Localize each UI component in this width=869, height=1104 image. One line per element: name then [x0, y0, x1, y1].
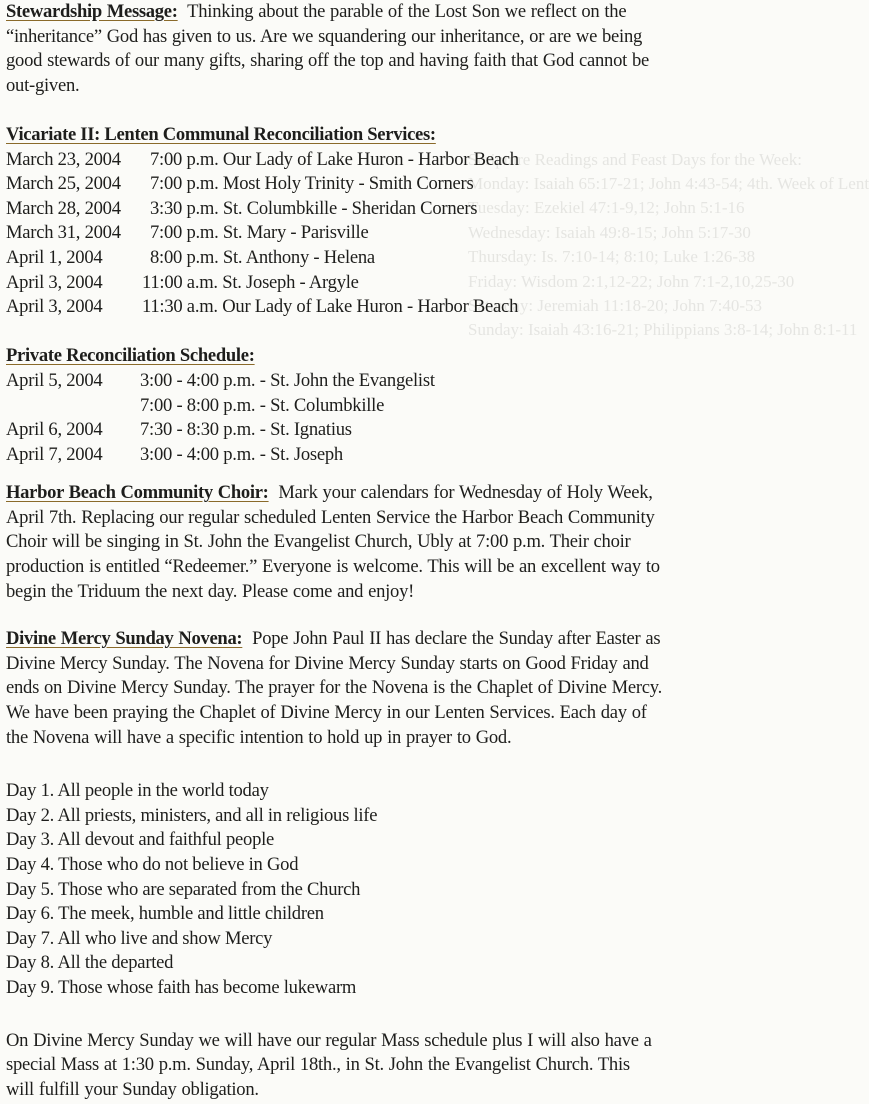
bleed-line: Saturday: Jeremiah 11:18-20; John 7:40-53 — [468, 296, 762, 315]
reconciliation-row: April 6, 2004 7:30 - 8:30 p.m. - St. Ignatius — [6, 418, 748, 443]
divine-mercy-closing-paragraph — [6, 1029, 748, 1103]
novena-line: Divine Mercy Sunday. The Novena for Divine Mercy Sunday starts on Good Friday and — [6, 652, 649, 674]
novena-section — [6, 627, 748, 1102]
service-date: April 3, 2004 — [6, 296, 103, 318]
bleed-line: Monday: Isaiah 65:17-21; John 4:43-54; 4th. Week of Lent — [468, 174, 869, 193]
service-row — [6, 271, 748, 296]
stewardship-line: good stewards of our many gifts, sharing off the top and having faith that God cannot be — [6, 50, 650, 72]
stewardship-line: Thinking about the parable of the Lost Son we reflect on the — [187, 1, 627, 22]
bleed-line: Friday: Wisdom 2:1,12-22; John 7:1-2,10,25-30 — [468, 272, 795, 291]
service-place: St. Mary - Parisville — [222, 222, 369, 244]
novena-day-item: Day 6. The meek, humble and little children — [6, 903, 324, 925]
reconciliation-date: April 5, 2004 — [6, 369, 103, 391]
service-date: April 1, 2004 — [6, 246, 103, 268]
stewardship-paragraph — [6, 0, 748, 98]
service-date: April 3, 2004 — [6, 271, 103, 293]
service-time: 11:00 a.m. — [142, 271, 218, 293]
novena-day-item: Day 9. Those whose faith has become lukewarm — [6, 976, 357, 998]
stewardship-heading: Stewardship Message: — [6, 1, 178, 22]
vicariate-heading: Vicariate II: Lenten Communal Reconciliation Services: — [6, 123, 436, 145]
bleed-line: Scripture Readings and Feast Days for the Week: — [468, 150, 802, 169]
novena-heading: Divine Mercy Sunday Novena: — [6, 628, 243, 650]
private-reconciliation-heading: Private Reconciliation Schedule: — [6, 345, 255, 367]
service-row — [6, 221, 748, 246]
novena-line: ends on Divine Mercy Sunday. The prayer for the Novena is the Chaplet of Divine Mercy. — [6, 677, 663, 699]
reconciliation-time: 3:00 - 4:00 p.m. — [140, 369, 256, 391]
novena-line: the Novena will have a specific intention to hold up in prayer to God. — [6, 726, 512, 748]
choir-line: Choir will be singing in St. John the Evangelist Church, Ubly at 7:00 p.m. Their choir — [6, 531, 631, 553]
service-place: Most Holy Trinity - Smith Corners — [222, 173, 474, 195]
reconciliation-row: April 7, 2004 3:00 - 4:00 p.m. - St. Joseph — [6, 443, 748, 468]
bleed-line: Thursday: Is. 7:10-14; 8:10; Luke 1:26-38 — [468, 247, 756, 266]
choir-line: production is entitled “Redeemer.” Everyone is welcome. This will be an excellent way to — [6, 556, 660, 578]
reconciliation-place: St. Joseph — [270, 443, 343, 465]
reconciliation-place: St. John the Evangelist — [270, 369, 435, 391]
stewardship-line: “inheritance” God has given to us. Are we squandering our inheritance, or are we being — [6, 25, 643, 47]
closing-line: special Mass at 1:30 p.m. Sunday, April 18th., in St. John the Evangelist Church. This — [6, 1054, 630, 1076]
service-row — [6, 246, 748, 271]
novena-days-list — [6, 779, 748, 1000]
novena-line: Pope John Paul II has declare the Sunday after Easter as — [252, 628, 661, 650]
service-date: March 25, 2004 — [6, 173, 121, 195]
novena-line: We have been praying the Chaplet of Divine Mercy in our Lenten Services. Each day of — [6, 702, 647, 724]
choir-paragraph — [6, 481, 748, 604]
closing-line: will fulfill your Sunday obligation. — [6, 1078, 259, 1100]
reconciliation-time: 7:30 - 8:30 p.m. — [140, 419, 256, 441]
service-place: St. Joseph - Argyle — [222, 271, 359, 293]
service-time: 11:30 a.m. — [142, 296, 218, 318]
service-row — [6, 197, 748, 222]
service-time: 8:00 p.m. — [150, 246, 219, 268]
service-place: St. Columbkille - Sheridan Corners — [222, 197, 478, 219]
stewardship-line: out-given. — [6, 74, 80, 96]
novena-day-item: Day 5. Those who are separated from the Church — [6, 878, 361, 900]
novena-day-item: Day 1. All people in the world today — [6, 780, 269, 802]
stewardship-section — [6, 0, 748, 98]
novena-paragraph — [6, 627, 748, 750]
service-time: 3:30 p.m. — [150, 197, 219, 219]
choir-line: April 7th. Replacing our regular scheduled Lenten Service the Harbor Beach Community — [6, 506, 655, 528]
choir-line: Mark your calendars for Wednesday of Holy Week, — [278, 482, 653, 504]
choir-section — [6, 481, 748, 604]
bleed-line: Wednesday: Isaiah 49:8-15; John 5:17-30 — [468, 223, 751, 242]
service-date: March 31, 2004 — [6, 222, 121, 244]
service-row — [6, 295, 748, 320]
novena-day-item: Day 8. All the departed — [6, 952, 174, 974]
choir-heading: Harbor Beach Community Choir: — [6, 482, 269, 504]
bleed-line: Sunday: Isaiah 43:16-21; Philippians 3:8-14; John 8:1-11 — [468, 320, 858, 339]
novena-day-item: Day 7. All who live and show Mercy — [6, 927, 273, 949]
novena-day-item: Day 2. All priests, ministers, and all in religious life — [6, 804, 378, 826]
service-time: 7:00 p.m. — [150, 148, 219, 170]
service-date: March 23, 2004 — [6, 148, 121, 170]
service-row — [6, 172, 748, 197]
bulletin-content — [6, 0, 748, 1102]
service-place: Our Lady of Lake Huron - Harbor Beach — [222, 296, 519, 318]
private-reconciliation-section — [6, 344, 748, 467]
reconciliation-date — [6, 394, 140, 419]
service-place: Our Lady of Lake Huron - Harbor Beach — [222, 148, 519, 170]
reconciliation-place: St. Ignatius — [270, 419, 352, 441]
service-row — [6, 148, 748, 173]
reconciliation-row: April 5, 2004 3:00 - 4:00 p.m. - St. John the Evangelist — [6, 369, 748, 394]
reconciliation-date: April 6, 2004 — [6, 419, 103, 441]
closing-line: On Divine Mercy Sunday we will have our regular Mass schedule plus I will also have a — [6, 1029, 652, 1051]
choir-line: begin the Triduum the next day. Please come and enjoy! — [6, 580, 415, 602]
novena-day-item: Day 4. Those who do not believe in God — [6, 854, 299, 875]
service-time: 7:00 p.m. — [150, 222, 219, 244]
service-date: March 28, 2004 — [6, 197, 121, 219]
service-place: St. Anthony - Helena — [222, 246, 375, 268]
reconciliation-row: 7:00 - 8:00 p.m. - St. Columbkille — [6, 394, 748, 419]
novena-day-item: Day 3. All devout and faithful people — [6, 829, 275, 851]
reconciliation-date: April 7, 2004 — [6, 443, 103, 465]
reconciliation-time: 3:00 - 4:00 p.m. — [140, 443, 256, 465]
reconciliation-place: St. Columbkille — [270, 394, 385, 416]
vicariate-section — [6, 123, 748, 320]
bleed-line: Tuesday: Ezekiel 47:1-9,12; John 5:1-16 — [468, 198, 745, 217]
service-time: 7:00 p.m. — [150, 173, 219, 195]
reconciliation-time: 7:00 - 8:00 p.m. — [140, 394, 256, 416]
